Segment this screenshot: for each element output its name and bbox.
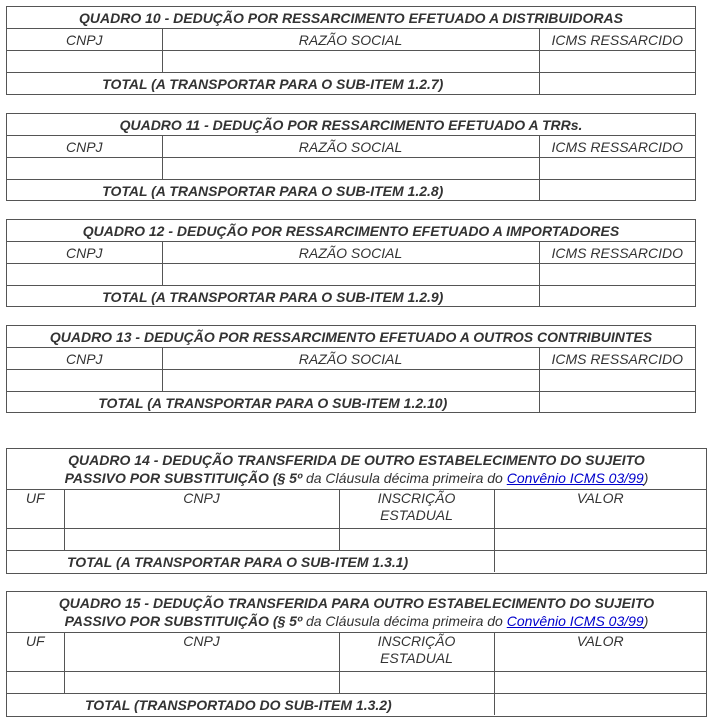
col-cnpj: CNPJ xyxy=(7,29,162,51)
cnpj-cell[interactable] xyxy=(7,370,162,392)
title-line2-normal: da Cláusula décima primeira do xyxy=(305,613,507,629)
col-uf: UF xyxy=(7,490,64,529)
col-cnpj: CNPJ xyxy=(7,242,162,264)
col-icms-ressarcido: ICMS RESSARCIDO xyxy=(539,136,695,158)
cnpj-cell[interactable] xyxy=(7,264,162,286)
col-cnpj: CNPJ xyxy=(64,490,339,529)
valor-cell[interactable] xyxy=(494,672,706,694)
quadro-10-title: QUADRO 10 - DEDUÇÃO POR RESSARCIMENTO EFETUADO A DISTRIBUIDORAS xyxy=(7,7,695,29)
col-inscricao-estadual: INSCRIÇÃO ESTADUAL xyxy=(339,633,494,672)
total-label: TOTAL (A TRANSPORTAR PARA O SUB-ITEM 1.2.7) xyxy=(7,73,539,95)
razao-social-cell[interactable] xyxy=(162,158,539,180)
total-value-cell[interactable] xyxy=(539,392,695,414)
title-line2-bold: PASSIVO POR SUBSTITUIÇÃO (§ 5º xyxy=(64,613,306,629)
title-line1: QUADRO 15 - DEDUÇÃO TRANSFERIDA PARA OUTRO ESTABELECIMENTO DO SUJEITO xyxy=(58,595,655,611)
title-line2-normal: da Cláusula décima primeira do xyxy=(305,470,507,486)
convenio-link[interactable]: Convênio ICMS 03/99 xyxy=(506,613,644,629)
quadro-15 xyxy=(6,591,707,717)
total-value-cell[interactable] xyxy=(539,286,695,308)
quadro-13 xyxy=(6,325,696,413)
col-razao-social: RAZÃO SOCIAL xyxy=(162,348,539,370)
cnpj-cell[interactable] xyxy=(7,51,162,73)
col-icms-ressarcido: ICMS RESSARCIDO xyxy=(539,242,695,264)
cnpj-cell[interactable] xyxy=(7,158,162,180)
icms-cell[interactable] xyxy=(539,51,695,73)
col-valor: VALOR xyxy=(494,633,706,672)
total-label: TOTAL (A TRANSPORTAR PARA O SUB-ITEM 1.2.10) xyxy=(7,392,539,414)
total-label: TOTAL (TRANSPORTADO DO SUB-ITEM 1.3.2) xyxy=(7,694,494,716)
quadro-11-title: QUADRO 11 - DEDUÇÃO POR RESSARCIMENTO EFETUADO A TRRs. xyxy=(7,114,695,136)
cnpj-cell[interactable] xyxy=(64,529,339,551)
quadro-10 xyxy=(6,6,696,95)
total-value-cell[interactable] xyxy=(539,180,695,202)
inscricao-cell[interactable] xyxy=(339,529,494,551)
total-value-cell[interactable] xyxy=(539,73,695,95)
col-cnpj: CNPJ xyxy=(7,136,162,158)
col-razao-social: RAZÃO SOCIAL xyxy=(162,29,539,51)
total-value-cell[interactable] xyxy=(494,551,706,573)
col-icms-ressarcido: ICMS RESSARCIDO xyxy=(539,29,695,51)
col-cnpj: CNPJ xyxy=(64,633,339,672)
total-value-cell[interactable] xyxy=(494,694,706,716)
total-label: TOTAL (A TRANSPORTAR PARA O SUB-ITEM 1.2.8) xyxy=(7,180,539,202)
col-uf: UF xyxy=(7,633,64,672)
col-icms-ressarcido: ICMS RESSARCIDO xyxy=(539,348,695,370)
col-inscricao-estadual: INSCRIÇÃO ESTADUAL xyxy=(339,490,494,529)
razao-social-cell[interactable] xyxy=(162,264,539,286)
inscricao-cell[interactable] xyxy=(339,672,494,694)
title-close: ) xyxy=(643,613,649,629)
title-close: ) xyxy=(643,470,649,486)
quadro-11 xyxy=(6,113,696,201)
col-valor: VALOR xyxy=(494,490,706,529)
valor-cell[interactable] xyxy=(494,529,706,551)
convenio-link[interactable]: Convênio ICMS 03/99 xyxy=(506,470,644,486)
title-line1: QUADRO 14 - DEDUÇÃO TRANSFERIDA DE OUTRO ESTABELECIMENTO DO SUJEITO xyxy=(68,452,645,468)
quadro-13-title: QUADRO 13 - DEDUÇÃO POR RESSARCIMENTO EFETUADO A OUTROS CONTRIBUINTES xyxy=(7,326,695,348)
quadro-12-title: QUADRO 12 - DEDUÇÃO POR RESSARCIMENTO EFETUADO A IMPORTADORES xyxy=(7,220,695,242)
icms-cell[interactable] xyxy=(539,370,695,392)
quadro-14-title xyxy=(7,449,706,490)
total-label: TOTAL (A TRANSPORTAR PARA O SUB-ITEM 1.2.9) xyxy=(7,286,539,308)
icms-cell[interactable] xyxy=(539,264,695,286)
icms-cell[interactable] xyxy=(539,158,695,180)
uf-cell[interactable] xyxy=(7,672,64,694)
cnpj-cell[interactable] xyxy=(64,672,339,694)
quadro-14 xyxy=(6,448,707,574)
uf-cell[interactable] xyxy=(7,529,64,551)
col-cnpj: CNPJ xyxy=(7,348,162,370)
title-line2-bold: PASSIVO POR SUBSTITUIÇÃO (§ 5º xyxy=(64,470,306,486)
total-label: TOTAL (A TRANSPORTAR PARA O SUB-ITEM 1.3.1) xyxy=(7,551,494,573)
col-razao-social: RAZÃO SOCIAL xyxy=(162,136,539,158)
razao-social-cell[interactable] xyxy=(162,370,539,392)
razao-social-cell[interactable] xyxy=(162,51,539,73)
quadro-15-title xyxy=(7,592,706,633)
quadro-12 xyxy=(6,219,696,307)
col-razao-social: RAZÃO SOCIAL xyxy=(162,242,539,264)
